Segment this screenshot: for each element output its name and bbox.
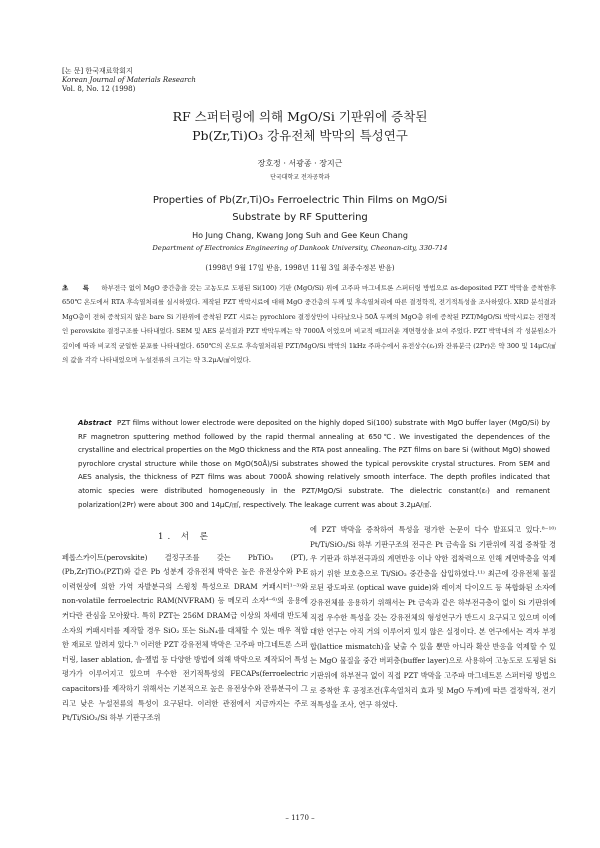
abstract-korean bbox=[62, 281, 556, 367]
authors-english: Ho Jung Chang, Kwang Jong Suh and Gee Keun Chang bbox=[192, 231, 408, 240]
abstract-korean-text: 하부전극 없이 MgO 중간층을 갖는 고농도로 도핑된 Si(100) 기판 (MgO/Si) 위에 고주파 마그네트론 스퍼터링 방법으로 as-deposited PZT 박막을 증착한후 650℃ 온도에서 RTA 후속열처리를 실시하였다. 제작된 PZT 박막시료에 대해 MgO 중간층의 두께 및 후속열처리에 따른 결정학적, 전기적특성을 조사하였다. XRD 분석결과 MgO층이 전혀 증착되지 않은 bare Si 기판위에 증착된 PZT 시료는 pyrochlore 결정상만이 나타났으나 50Å 두께의 MgO층 위에 증착된 PZT/MgO/Si 박막시료는 전형적인 perovskite 결정구조를 나타내었다. SEM 및 AES 분석결과 PZT 박막두께는 약 7000Å 이었으며 비교적 매끄러운 계면형상을 보여 주었다. PZT 박막내의 각 성분원소가 깊이에 따라 비교적 균일한 분포를 나타내었다. 650℃의 온도로 후속열처리된 PZT/MgO/Si 박막의 1kHz 주파수에서 유전상수(εᵣ)와 잔류분극 (2Pr)은 약 300 및 14μC/㎠의 값을 각각 나타내었으며 누설전류의 크기는 약 3.2μA/㎠이었다. bbox=[62, 284, 556, 365]
column-right bbox=[310, 523, 556, 713]
introduction-right-text: 에 PZT 박막을 증착하여 특성을 평가한 논문이 다수 발표되고 있다.⁸⁻¹⁰⁾ Pt/Ti/SiO₂/Si 하부 기판구조의 전극은 Pt 금속을 Si 기판위에 직접 증착할 경우 기판과 하부전극과의 계면반응 이나 약한 접착력으로 인해 계면박층을 억제하기 위한 보호층으로 Ti/SiO₂ 중간층을 삽입하였다.¹¹⁾ 최근에 강유전체 물질로된 광도파로 (optical wave guide)와 레이저 다이오드 등 복합화된 소자에 강유전체를 응용하기 위해서는 Pt 금속과 같은 하부전극층이 없이 Si 기판위에 직접 우수한 특성을 갖는 강유전체의 형성연구가 반드시 요구되고 있으며 이에 대한 연구는 아직 거의 이루어져 있지 않은 실정이다. 본 연구에서는 격자 부정합(lattice mismatch)을 낮출 수 있을 뿐만 아니라 확산 반응을 억제할 수 있는 MgO 물질을 중간 버퍼층(buffer layer)으로 사용하여 고농도로 도핑된 Si 기판위에 하부전극 없이 직접 PZT 박막을 고주파 마그네트론 스퍼터링 방법으로 증착한 후 공정조건(후속열처리 효과 및 MgO 두께)에 따른 결정학적, 전기적특성을 조사, 연구 하였다. bbox=[310, 525, 556, 710]
title-english-line2: Substrate by RF Sputtering bbox=[232, 212, 368, 223]
column-left bbox=[62, 530, 308, 726]
journal-category: [논 문] 한국재료학회지 bbox=[62, 67, 133, 75]
journal-volume: Vol. 8, No. 12 (1998) bbox=[62, 85, 136, 93]
abstract-english bbox=[78, 417, 550, 512]
abstract-korean-label: 초 록 bbox=[62, 284, 96, 292]
authors-korean: 장호정 · 서광종 · 장지근 bbox=[257, 159, 343, 168]
abstract-english-label: Abstract bbox=[78, 419, 112, 427]
title-english-line1: Properties of Pb(Zr,Ti)O₃ Ferroelectric Thin Films on MgO/Si bbox=[152, 195, 448, 206]
affiliation-korean: 단국대학교 전자공학과 bbox=[270, 174, 330, 181]
abstract-english-text: PZT films without lower electrode were deposited on the highly doped Si(100) substrate with MgO buffer layer (MgO/Si) by RF magnetron sputtering method followed by the rapid thermal annealing at 650℃. We investigated the dependences of the crystalline and electrical properties on the MgO thickness and the RTA post annealing. The PZT films on bare Si (without MgO) showed pyrochlore crystal structure while those on MgO(50Å)/Si substrates showed the typical perovskite crystal structures. From SEM and AES analysis, the thickness of PZT films was about 7000Å showing relatively smooth interface. The depth profiles indicated that atomic species were distributed homogeneously in the PZT/MgO/Si substrate. The dielectric constant(εᵣ) and remanent polarization(2Pr) were about 300 and 14μC/㎠, respectively. The leakage current was about 3.2μA/㎠. bbox=[78, 419, 550, 509]
title-korean bbox=[0, 107, 600, 145]
affiliation-english: Department of Electronics Engineering of Dankook University, Cheonan-city, 330-714 bbox=[152, 244, 448, 252]
journal-header bbox=[62, 67, 196, 94]
section-heading: 1. 서 론 bbox=[158, 532, 212, 542]
page-number: – 1170 – bbox=[285, 814, 315, 822]
introduction-left-text: 페롭스카이트(perovskite) 결정구조를 갖는 PbTiO₃ (PT), (Pb,Zr)TiO₃(PZT)와 같은 Pb 성분계 강유전체 박막은 높은 유전상수와 P-E 이력현상에 의한 가역 자발분극의 스윙칭 특성으로 DRAM 커패시터¹⁻³⁾와 non-volatile ferroelectric RAM(NVFRAM) 등 메모리 소자⁴⁻⁶⁾의 응용에 커다란 관심을 모아왔다. 특히 PZT는 256M DRAM급 이상의 차세대 반도체소자의 커패시터를 제작할 경우 SiO₂ 또는 Si₃N₄를 대체할 수 있는 매우 적합한 재료로 알려져 있다.⁷⁾ 이러한 PZT 강유전체 박막은 고주파 마그네트론 스퍼터링, laser ablation, 솔-젤법 등 다양한 방법에 의해 박막으로 제작되어 특성평가가 이루어지고 있으며 우수한 전기적특성의 FECAPs(ferroelectric capacitors)를 제작하기 위해서는 기본적으로 높은 유전상수와 잔류분극이 그리고 낮은 누설전류의 특성이 요구된다. 이러한 관점에서 지금까지는 주로 Pt/Ti/SiO₂/Si 하부 기판구조위 bbox=[62, 552, 308, 723]
title-korean-line2: Pb(Zr,Ti)O₃ 강유전체 박막의 특성연구 bbox=[192, 128, 408, 143]
title-english bbox=[0, 192, 600, 226]
journal-name-en: Korean Journal of Materials Research bbox=[62, 76, 196, 84]
received-dates: (1998년 9월 17일 받음, 1998년 11월 3일 최종수정본 받음) bbox=[205, 264, 395, 272]
title-korean-line1: RF 스퍼터링에 의해 MgO/Si 기판위에 증착된 bbox=[172, 109, 428, 124]
